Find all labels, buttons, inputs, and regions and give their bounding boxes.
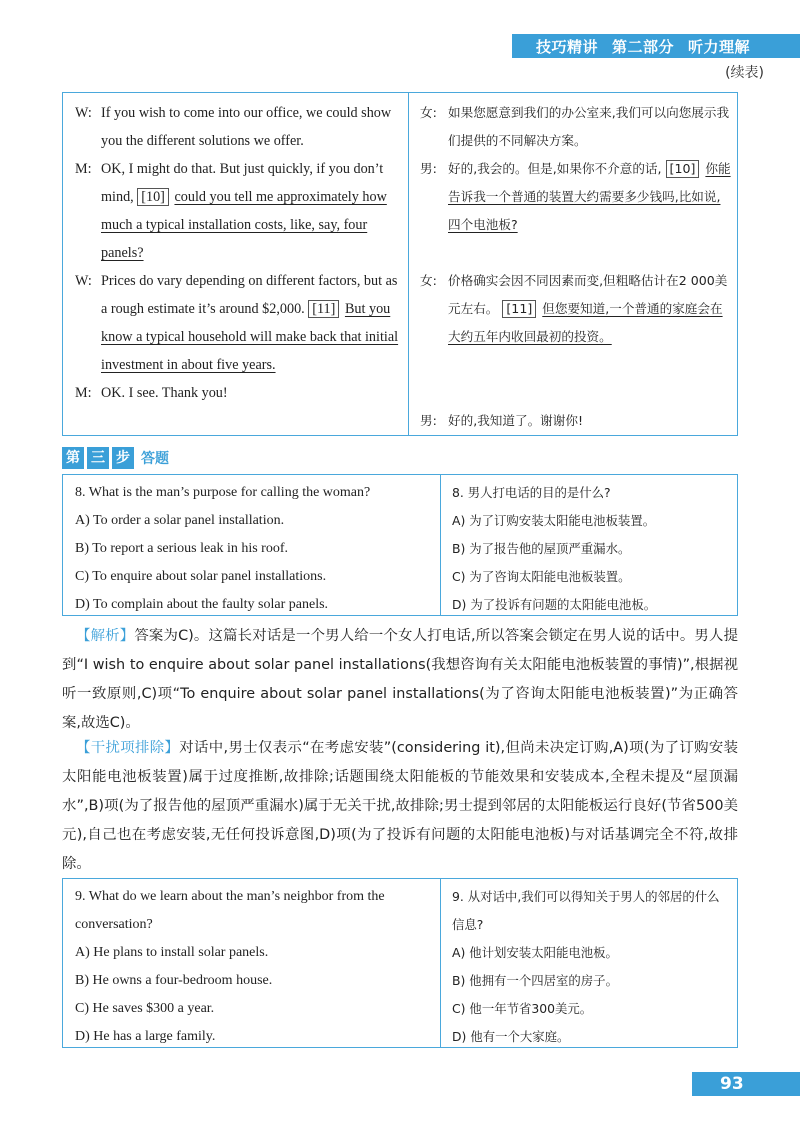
answer-tag: [10] (137, 188, 169, 206)
dialogue-text: If you wish to come into our office, we could show you the different solutions we offer. (101, 105, 392, 149)
question-stem: 8. 男人打电话的目的是什么? (452, 485, 611, 500)
option-b: B) To report a serious leak in his roof. (75, 541, 288, 556)
question-8-table (62, 474, 738, 616)
option-d: D) 为了投诉有问题的太阳能电池板。 (452, 597, 657, 612)
dialogue-turn (420, 267, 731, 407)
dialogue-english-column (63, 93, 409, 435)
analysis-paragraph (62, 622, 738, 738)
step-char: 步 (112, 447, 134, 469)
question-chinese-column (442, 475, 737, 615)
header-part: 第二部分 (612, 37, 675, 56)
step-three-heading (62, 447, 169, 469)
dialogue-turn (420, 155, 731, 267)
speaker-label: M: (75, 385, 92, 401)
option-d: D) He has a large family. (75, 1029, 216, 1044)
option-a: A) He plans to install solar panels. (75, 945, 269, 960)
dialogue-text: 如果您愿意到我们的办公室来,我们可以向您展示我们提供的不同解决方案。 (448, 105, 730, 148)
answer-tag: [11] (308, 300, 339, 318)
option-b: B) He owns a four-bedroom house. (75, 973, 273, 988)
question-stem: 9. What do we learn about the man’s neighbor from the conversation? (75, 889, 385, 932)
option-a: A) 他计划安装太阳能电池板。 (452, 945, 618, 960)
analysis-text: 答案为C)。这篇长对话是一个男人给一个女人打电话,所以答案会锁定在男人说的话中。男人提到“I wish to enquire about solar panel installations(我想咨询有关太阳能电池板装置的事情)”,根据视听一致原则,C)项“To enquire about solar panel installations(为了咨询太阳能电池板装置)”为正确答案,故选C)。 (62, 628, 738, 731)
speaker-label: W: (75, 105, 92, 121)
distractor-heading: 【干扰项排除】 (76, 740, 180, 756)
option-d: D) 他有一个大家庭。 (452, 1029, 570, 1044)
question-chinese-column (442, 879, 737, 1047)
option-c: C) 为了咨询太阳能电池板装置。 (452, 569, 631, 584)
option-c: C) To enquire about solar panel installations. (75, 569, 327, 584)
question-stem: 8. What is the man’s purpose for calling the woman? (75, 485, 371, 500)
speaker-label: M: (75, 161, 92, 177)
answer-tag: [11] (502, 300, 536, 318)
speaker-label: 男: (420, 161, 437, 176)
option-d: D) To complain about the faulty solar panels. (75, 597, 329, 612)
dialogue-text: 好的,我会的。但是,如果你不介意的话, (448, 161, 662, 176)
speaker-label: 女: (420, 105, 437, 120)
continued-label: (续表) (725, 65, 764, 81)
answer-sentence: But you know a typical household will make back that initial investment in about five years. (101, 301, 399, 373)
option-b: B) 他拥有一个四居室的房子。 (452, 973, 618, 988)
answer-sentence: could you tell me approximately how much a typical installation costs, like, say, four panels? (101, 189, 387, 261)
question-stem: 9. 从对话中,我们可以得知关于男人的邻居的什么信息? (452, 889, 720, 932)
option-c: C) 他一年节省300美元。 (452, 1001, 593, 1016)
answer-tag: [10] (666, 160, 700, 178)
question-english-column (63, 879, 441, 1047)
dialogue-text: 好的,我知道了。谢谢你! (448, 413, 583, 428)
dialogue-chinese-column (410, 93, 737, 435)
question-9-table (62, 878, 738, 1048)
option-c: C) He saves $300 a year. (75, 1001, 215, 1016)
speaker-label: 男: (420, 413, 437, 428)
distractor-paragraph (62, 734, 738, 879)
dialogue-turn (75, 379, 402, 407)
dialogue-turn (420, 407, 731, 435)
step-char: 三 (87, 447, 109, 469)
speaker-label: W: (75, 273, 92, 289)
dialogue-text: Prices do vary depending on different factors, but as a rough estimate it’s around $2,000. (101, 273, 398, 317)
dialogue-text: OK, I might do that. But just quickly, if you don’t mind, (101, 161, 384, 205)
analysis-heading: 【解析】 (76, 628, 135, 644)
distractor-text: 对话中,男士仅表示“在考虑安装”(considering it),但尚未决定订购,A)项(为了订购安装太阳能电池板装置)属于过度推断,故排除;话题围绕太阳能板的节能效果和安装成本,全程未提及“屋顶漏水”,B)项(为了报告他的屋顶严重漏水)属于无关干扰,故排除;男士提到邻居的太阳能板运行良好(节省500美元),自己也在考虑安装,无任何投诉意图,D)项(为了投诉有问题的太阳能电池板)与对话基调完全不符,故排除。 (62, 740, 738, 872)
question-english-column (63, 475, 441, 615)
option-b: B) 为了报告他的屋顶严重漏水。 (452, 541, 631, 556)
dialogue-turn (420, 99, 731, 155)
dialogue-text: 价格确实会因不同因素而变,但粗略估计在2 000美元左右。 (448, 273, 728, 316)
page-number: 93 (692, 1072, 800, 1096)
dialogue-turn (75, 155, 402, 267)
step-label: 答题 (141, 451, 169, 467)
answer-sentence: 你能告诉我一个普通的装置大约需要多少钱吗,比如说,四个电池板? (448, 161, 731, 232)
answer-sentence: 但您要知道,一个普通的家庭会在大约五年内收回最初的投资。 (448, 301, 723, 344)
dialogue-turn (75, 99, 402, 155)
header-section: 技巧精讲 (536, 37, 599, 56)
step-char: 第 (62, 447, 84, 469)
chapter-header (512, 34, 800, 58)
dialogue-table (62, 92, 738, 436)
dialogue-text: OK. I see. Thank you! (101, 385, 228, 401)
dialogue-turn (75, 267, 402, 379)
header-topic: 听力理解 (688, 37, 751, 56)
option-a: A) To order a solar panel installation. (75, 513, 285, 528)
option-a: A) 为了订购安装太阳能电池板装置。 (452, 513, 656, 528)
speaker-label: 女: (420, 273, 437, 288)
